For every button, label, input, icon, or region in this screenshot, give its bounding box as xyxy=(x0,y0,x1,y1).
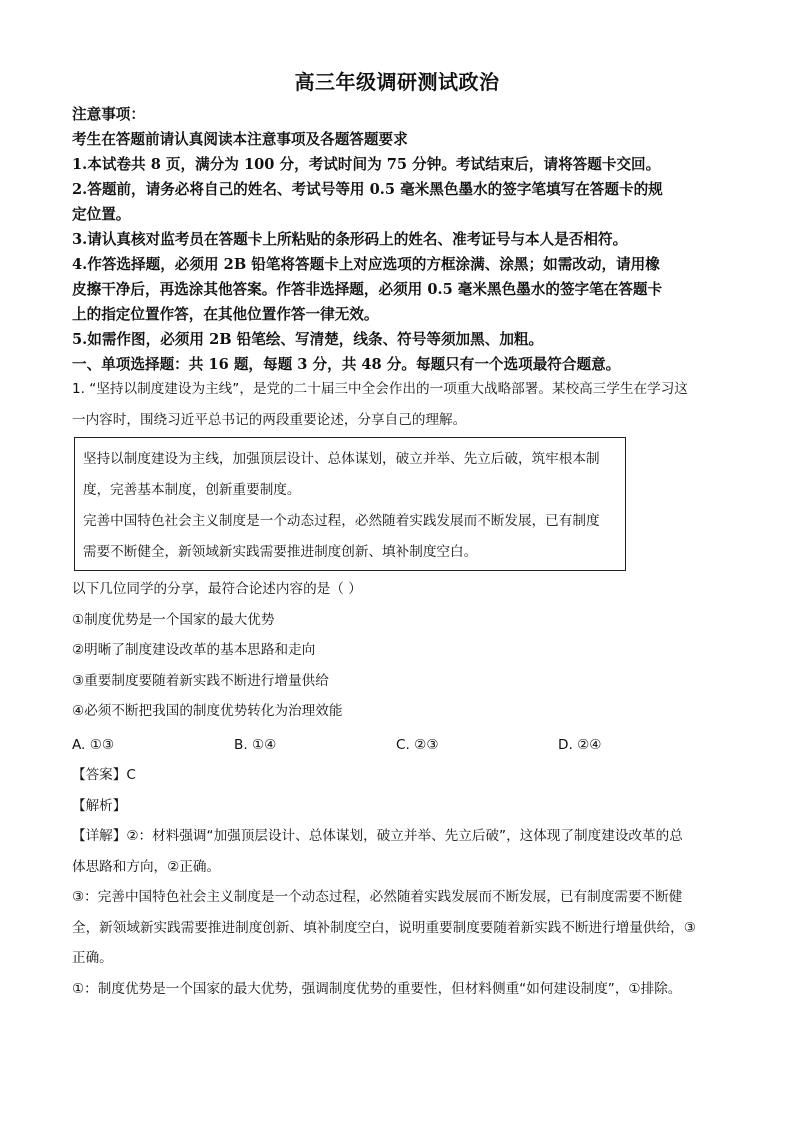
option-a: A. ①③ xyxy=(72,737,115,753)
answer-section xyxy=(72,760,732,1004)
analysis-line: ③：完善中国特色社会主义制度是一个动态过程，必然随着实践发展而不断发展，已有制度需要不断健 xyxy=(72,889,683,905)
quote-line: 坚持以制度建设为主线，加强顶层设计、总体谋划，破立并举、先立后破，筑牢根本制 xyxy=(83,451,600,467)
quote-line: 完善中国特色社会主义制度是一个动态过程，必然随着实践发展而不断发展，已有制度 xyxy=(83,513,600,529)
answer-options xyxy=(72,732,732,758)
notice-section xyxy=(72,102,732,377)
analysis-line: ①：制度优势是一个国家的最大优势，强调制度优势的重要性，但材料侧重“如何建设制度”，①排除。 xyxy=(72,980,682,997)
stem-line: 一内容时，围绕习近平总书记的两段重要论述，分享自己的理解。 xyxy=(72,411,467,428)
notice-item: 4.作答选择题，必须用 2B 铅笔将答题卡上对应选项的方框涂满、涂黑；如需改动，请用橡 xyxy=(72,256,660,273)
question-prompt: 以下几位同学的分享，最符合论述内容的是（ ） xyxy=(72,581,362,597)
question-body xyxy=(72,574,732,727)
option-d: D. ②④ xyxy=(558,737,602,753)
analysis-line: 正确。 xyxy=(72,950,113,966)
notice-heading: 注意事项： xyxy=(72,106,145,123)
analysis-line: 体思路和方向，②正确。 xyxy=(72,858,221,875)
section-heading: 一、单项选择题：共 16 题，每题 3 分，共 48 分。每题只有一个选项最符合题意。 xyxy=(72,356,621,373)
quote-line: 度，完善基本制度，创新重要制度。 xyxy=(83,482,301,498)
statement-1: ①制度优势是一个国家的最大优势 xyxy=(72,611,275,628)
option-c: C. ②③ xyxy=(396,737,439,753)
quote-box xyxy=(74,437,626,571)
statement-4: ④必须不断把我国的制度优势转化为治理效能 xyxy=(72,703,343,719)
question-stem xyxy=(72,374,732,435)
notice-item: 皮擦干净后，再选涂其他答案。作答非选择题，必须用 0.5 毫米黑色墨水的签字笔在答题卡 xyxy=(72,281,663,298)
notice-item: 定位置。 xyxy=(72,206,131,223)
notice-item: 2.答题前，请务必将自己的姓名、考试号等用 0.5 毫米黑色墨水的签字笔填写在答题卡的规 xyxy=(72,181,663,198)
answer-label: 【答案】C xyxy=(72,767,136,783)
notice-item: 上的指定位置作答，在其他位置作答一律无效。 xyxy=(72,306,379,323)
notice-item: 1.本试卷共 8 页，满分为 100 分，考试时间为 75 分钟。考试结束后，请将答题卡交回。 xyxy=(72,156,661,173)
quote-line: 需要不断健全，新领域新实践需要推进制度创新、填补制度空白。 xyxy=(83,544,478,560)
page-title: 高三年级调研测试政治 xyxy=(294,70,500,94)
statement-2: ②明晰了制度建设改革的基本思路和走向 xyxy=(72,642,316,658)
analysis-heading: 【解析】 xyxy=(72,797,127,814)
statement-3: ③重要制度要随着新实践不断进行增量供给 xyxy=(72,672,329,689)
option-b: B. ①④ xyxy=(234,737,277,753)
analysis-line: 全，新领域新实践需要推进制度创新、填补制度空白，说明重要制度要随着新实践不断进行增量供给，③ xyxy=(72,919,696,936)
notice-intro: 考生在答题前请认真阅读本注意事项及各题答题要求 xyxy=(72,131,408,148)
notice-item: 3.请认真核对监考员在答题卡上所粘贴的条形码上的姓名、准考证号与本人是否相符。 xyxy=(72,231,628,248)
stem-line: 1. “坚持以制度建设为主线”，是党的二十届三中全会作出的一项重大战略部署。某校高三学生在学习这 xyxy=(72,381,688,397)
notice-item: 5.如需作图，必须用 2B 铅笔绘、写清楚，线条、符号等须加黑、加粗。 xyxy=(72,331,544,348)
analysis-line: 【详解】②：材料强调“加强顶层设计、总体谋划，破立并举、先立后破”，这体现了制度建设改革的总 xyxy=(72,828,683,844)
